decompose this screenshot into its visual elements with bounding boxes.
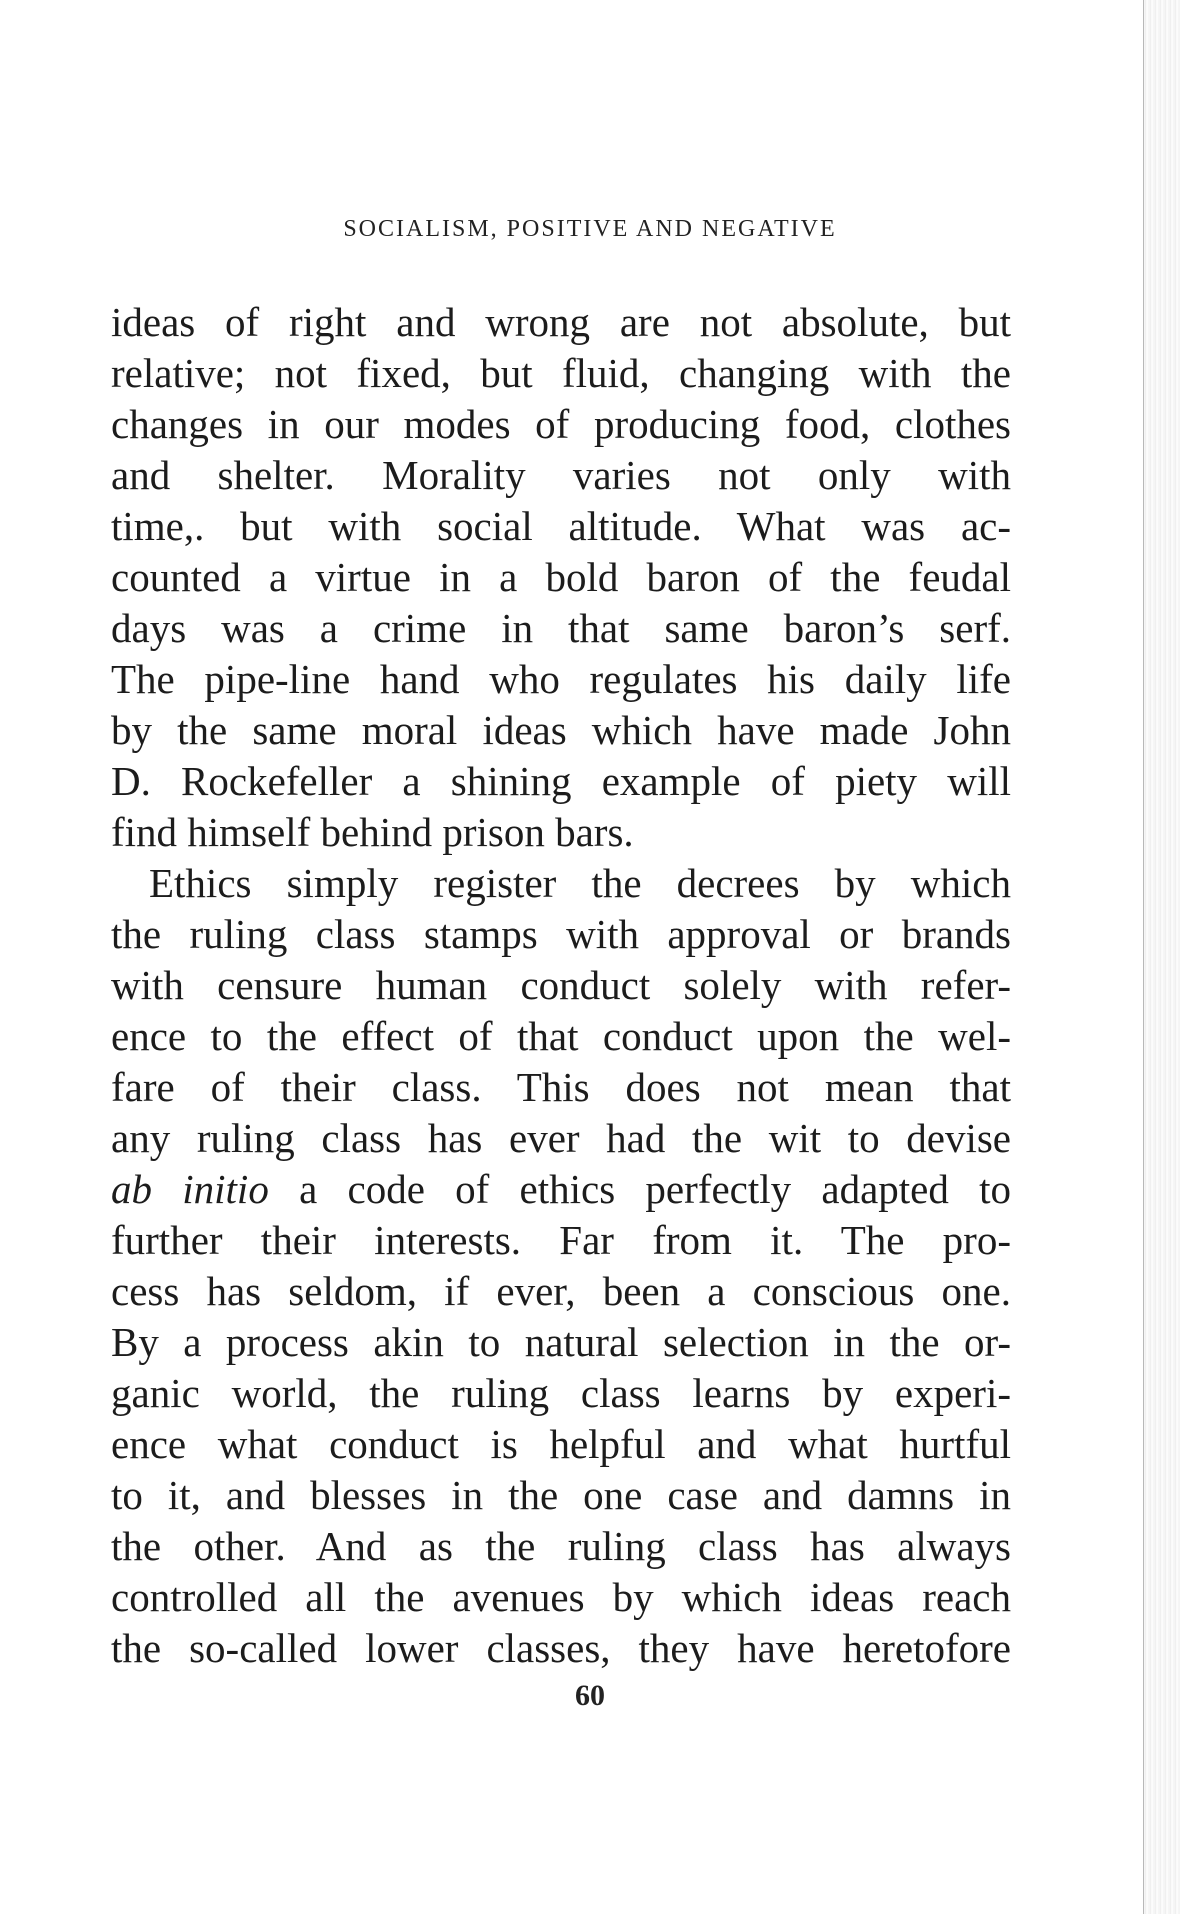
text-line: find himself behind prison bars. [111,809,634,855]
text-line-rest: a code of ethics perfectly adapted to [299,1166,1011,1212]
text-line: ence to the effect of that conduct upon the wel- [111,1013,1011,1059]
text-line: ideas of right and wrong are not absolute, but [111,299,1011,345]
text-line: relative; not fixed, but fluid, changing with the [111,350,1011,396]
text-line: By a process akin to natural selection in the or- [111,1319,1011,1365]
italic-phrase: ab initio [111,1166,269,1212]
text-line: controlled all the avenues by which ideas reach [111,1574,1011,1620]
text-line: the other. And as the ruling class has always [111,1523,1011,1569]
text-line: by the same moral ideas which have made John [111,707,1011,753]
text-line: and shelter. Morality varies not only with [111,452,1011,498]
text-line: ence what conduct is helpful and what hurtful [111,1421,1011,1467]
text-line: changes in our modes of producing food, clothes [111,401,1011,447]
text-line: the so-called lower classes, they have heretofore [111,1625,1011,1671]
text-line: Ethics simply register the decrees by which [149,860,1011,906]
text-line: ganic world, the ruling class learns by experi- [111,1370,1011,1416]
running-head: SOCIALISM, POSITIVE AND NEGATIVE [343,216,837,242]
text-line: fare of their class. This does not mean that [111,1064,1011,1110]
page-edge-shadow [1143,0,1180,1914]
page-number: 60 [575,1679,605,1712]
text-line: further their interests. Far from it. The pro- [111,1217,1011,1263]
text-line: counted a virtue in a bold baron of the feudal [111,554,1011,600]
text-line: The pipe-line hand who regulates his daily life [111,656,1011,702]
text-line: the ruling class stamps with approval or brands [111,911,1011,957]
text-line: cess has seldom, if ever, been a conscious one. [111,1268,1011,1314]
text-line: time,. but with social altitude. What was ac- [111,503,1011,549]
text-line: with censure human conduct solely with refer- [111,962,1011,1008]
body-text [111,297,1011,1674]
text-line: to it, and blesses in the one case and damns in [111,1472,1011,1518]
text-line: days was a crime in that same baron’s serf. [111,605,1011,651]
text-line: any ruling class has ever had the wit to devise [111,1115,1011,1161]
text-line: D. Rockefeller a shining example of piety will [111,758,1011,804]
text-line-italic-phrase [111,1164,1011,1215]
